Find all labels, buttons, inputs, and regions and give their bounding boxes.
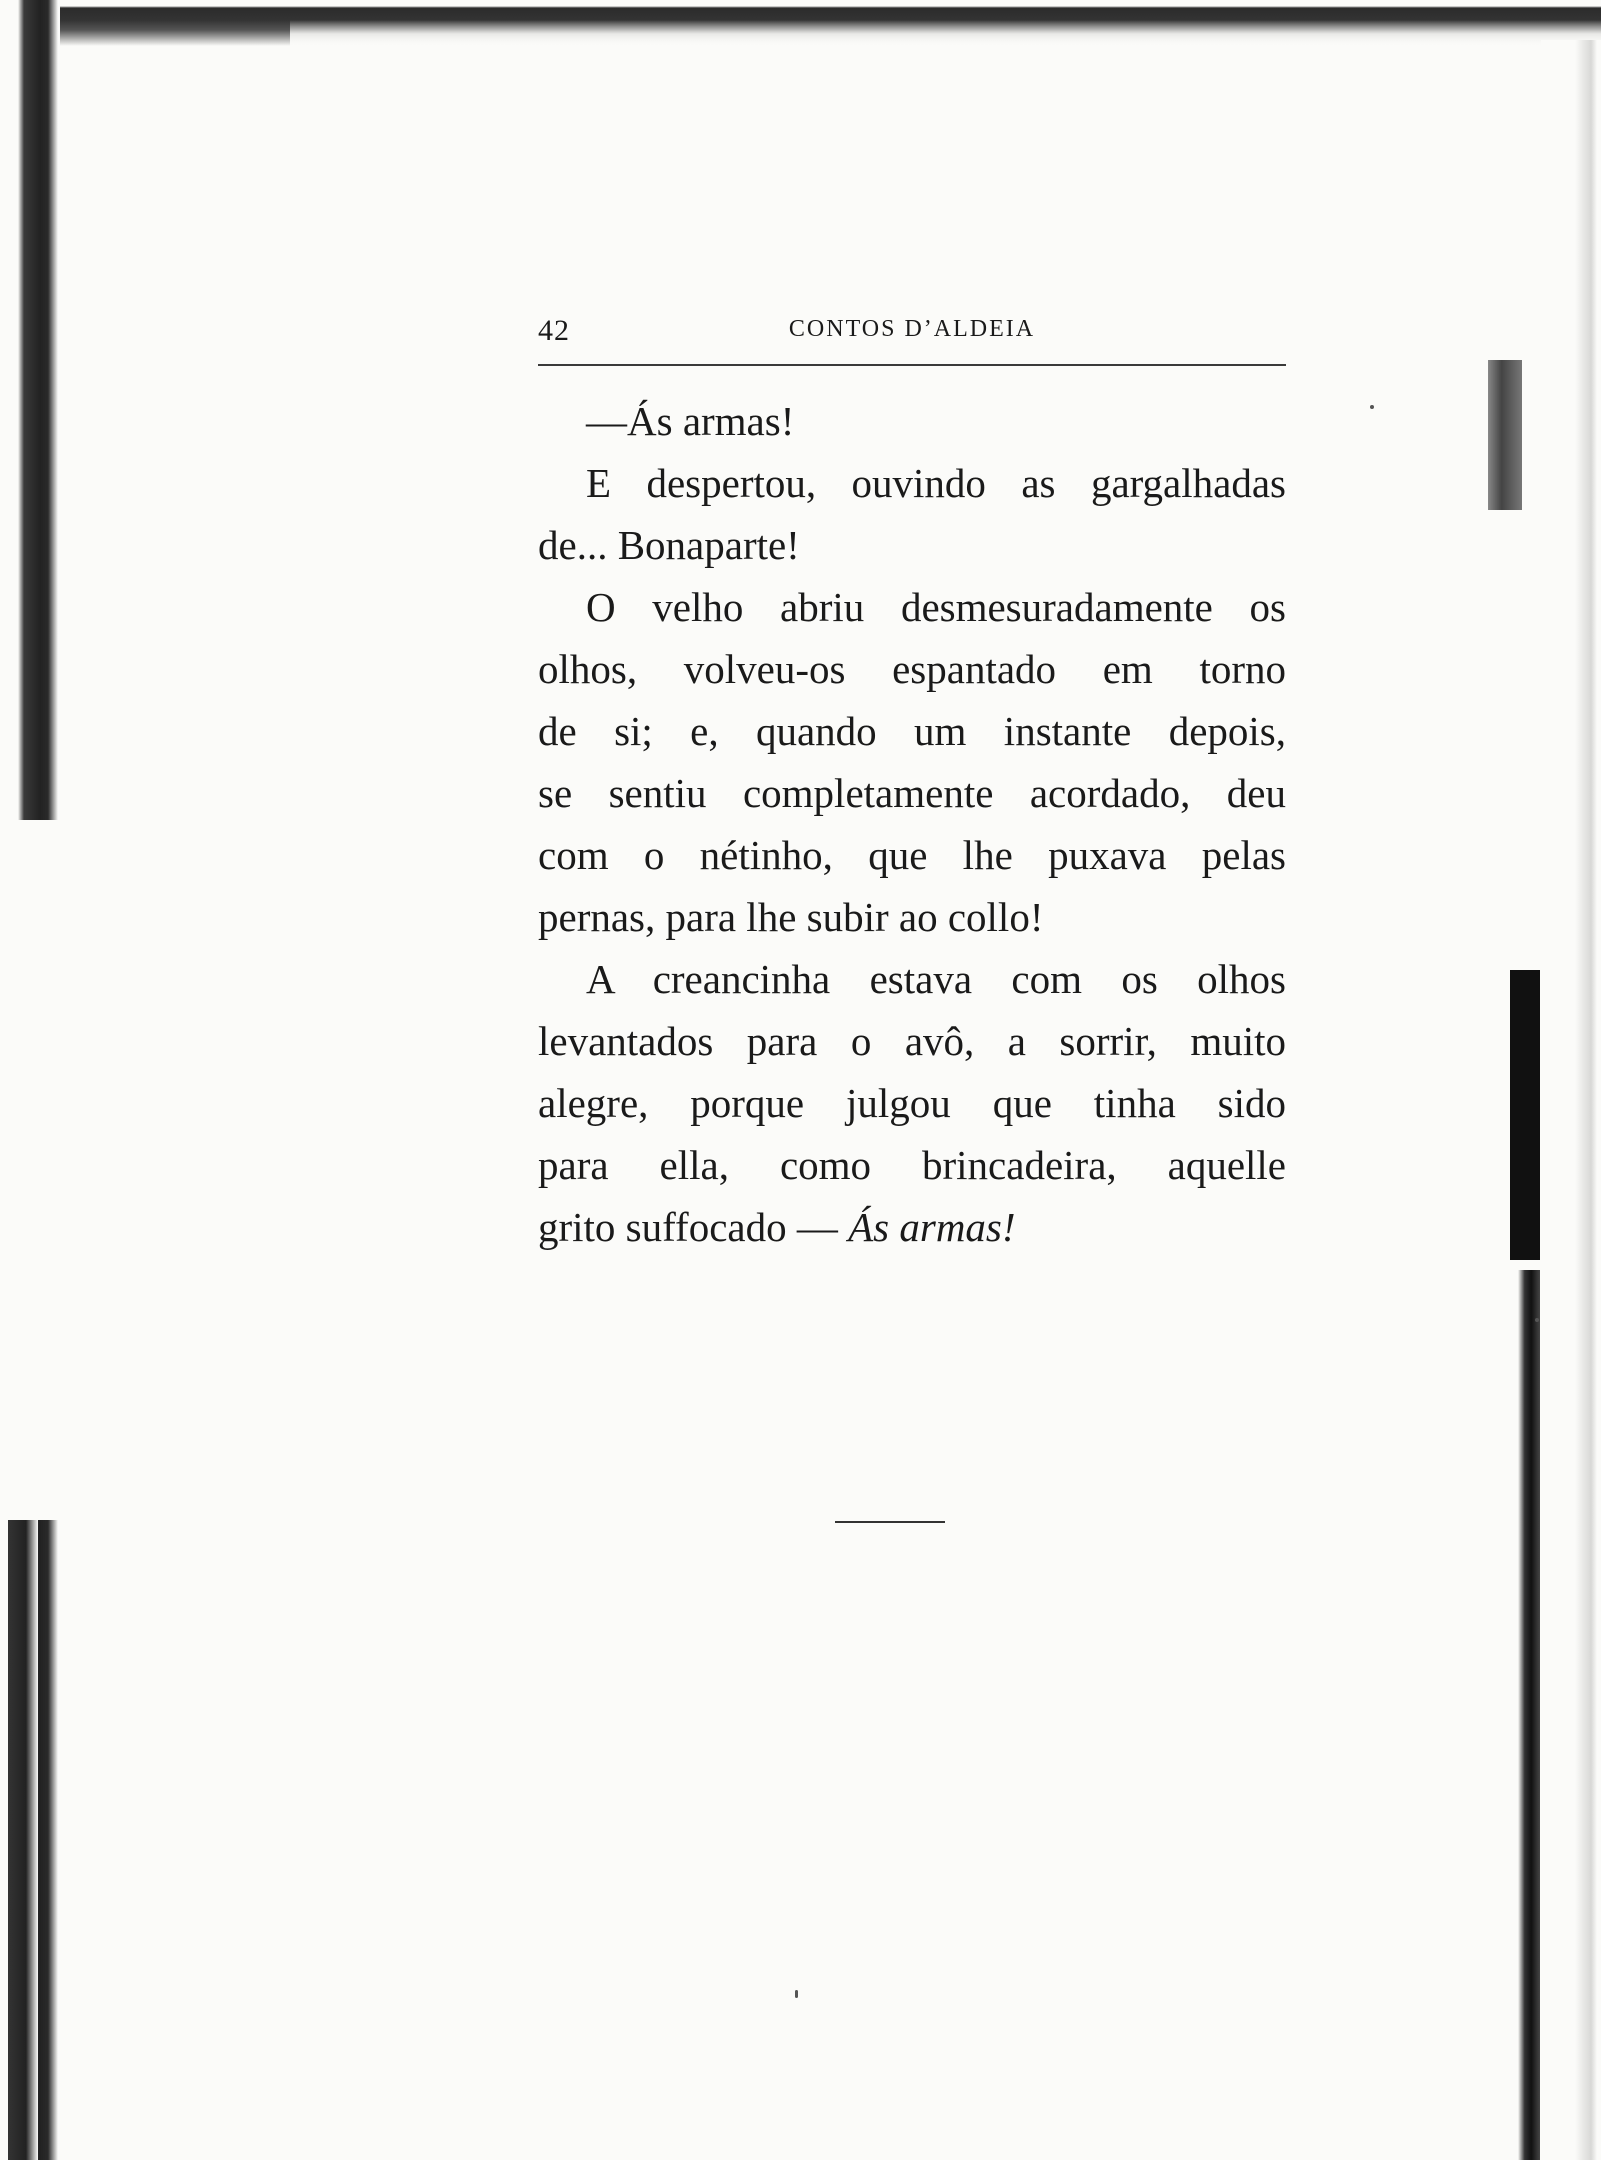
- scan-edge-left-lower: [8, 1520, 38, 2160]
- scan-edge-right-mark: [1518, 1270, 1540, 2160]
- text-line: de... Bonaparte!: [538, 522, 800, 568]
- scan-edge-top-fade: [290, 20, 1601, 48]
- text-line: —Ás armas!: [586, 398, 795, 444]
- paragraph: [538, 390, 1286, 452]
- final-line-text: grito suffocado —: [538, 1204, 838, 1250]
- paragraph: [538, 452, 1286, 576]
- body-text: [538, 390, 1286, 1258]
- text-line: E despertou, ouvindo as gargalhadas: [586, 460, 1286, 506]
- paragraph: [538, 948, 1286, 1258]
- scan-speck: [1370, 405, 1374, 409]
- text-line: alegre, porque julgou que tinha sido: [538, 1080, 1286, 1126]
- page-number: 42: [538, 314, 570, 347]
- closing-rule: [835, 1521, 945, 1523]
- text-line: O velho abriu desmesuradamente os: [586, 584, 1286, 630]
- scan-edge-left-gap: [0, 820, 60, 1520]
- text-line: [538, 1196, 1286, 1258]
- text-line: se sentiu completamente acordado, deu: [538, 770, 1286, 816]
- final-line-italic: Ás armas!: [848, 1204, 1016, 1250]
- text-line: A creancinha estava com os olhos: [586, 956, 1286, 1002]
- running-head: [538, 300, 1286, 360]
- text-line: olhos, volveu-os espantado em torno: [538, 646, 1286, 692]
- scan-speck: [1535, 1318, 1539, 1322]
- paragraph: [538, 576, 1286, 948]
- book-page: [538, 300, 1286, 1250]
- scan-edge-right-mark: [1510, 970, 1540, 1260]
- text-line: de si; e, quando um instante depois,: [538, 708, 1286, 754]
- running-title: CONTOS D’ALDEIA: [788, 316, 1036, 342]
- text-line: para ella, como brincadeira, aquelle: [538, 1142, 1286, 1188]
- text-line: pernas, para lhe subir ao collo!: [538, 894, 1044, 940]
- scan-edge-right: [1541, 40, 1601, 2160]
- text-line: levantados para o avô, a sorrir, muito: [538, 1018, 1286, 1064]
- text-line: com o nétinho, que lhe puxava pelas: [538, 832, 1286, 878]
- scan-edge-right-mark: [1488, 360, 1522, 510]
- scan-speck: [795, 1990, 798, 1998]
- header-rule: [538, 364, 1286, 366]
